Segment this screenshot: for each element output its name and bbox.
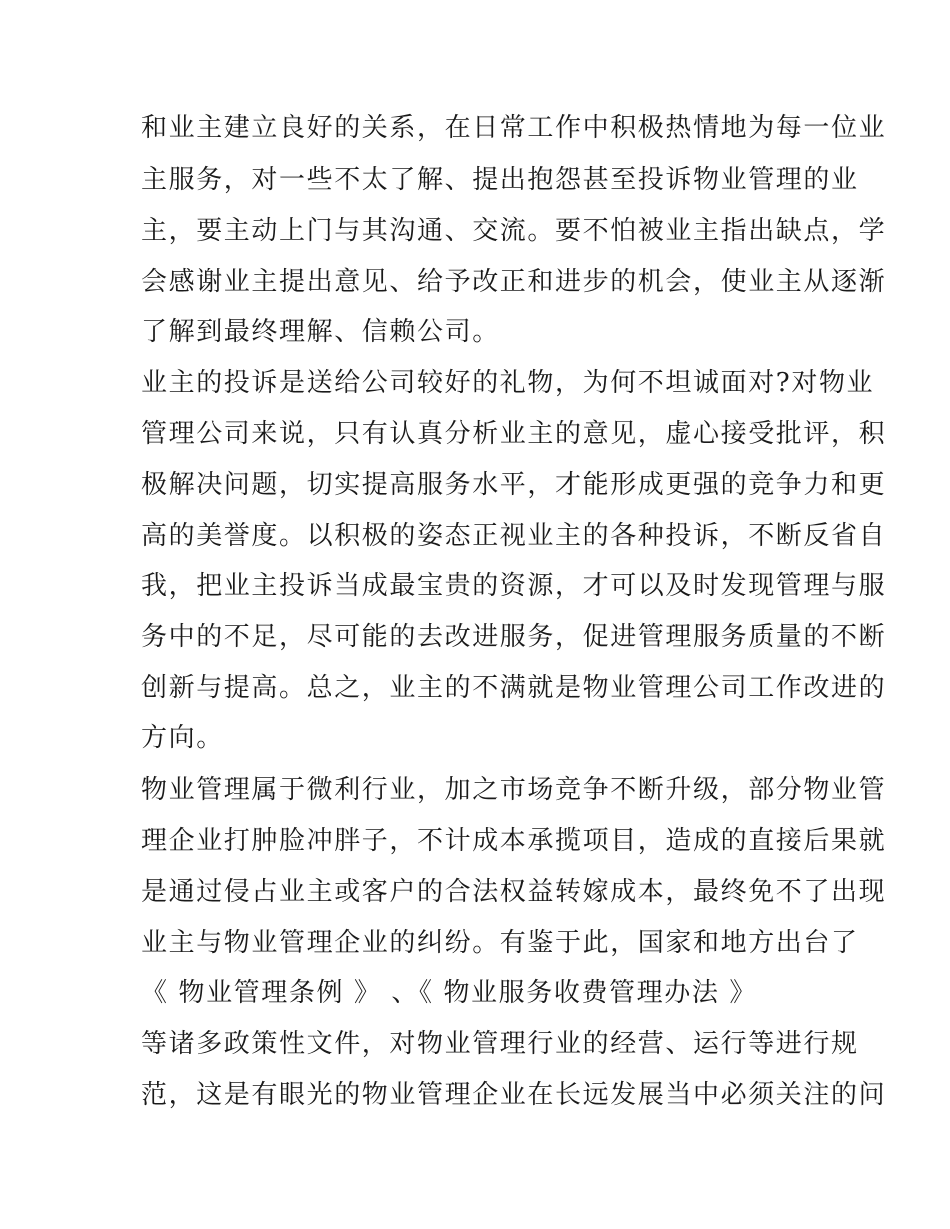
- text-line: 理企业打肿脸冲胖子，不计成本承揽项目，造成的直接后果就: [141, 826, 887, 856]
- text-line: 方向。: [141, 723, 224, 753]
- text-line: 业主与物业管理企业的纠纷。有鉴于此，国家和地方出台了: [141, 928, 859, 958]
- text-line: 创新与提高。总之，业主的不满就是物业管理公司工作改进的: [141, 673, 887, 703]
- text-line: 了解到最终理解、信赖公司。: [141, 317, 500, 347]
- text-line: 管理公司来说，只有认真分析业主的意见，虚心接受批评，积: [141, 419, 887, 449]
- text-line: 《 物业管理条例 》 、《 物业服务收费管理办法 》: [141, 978, 757, 1008]
- text-line: 物业管理属于微利行业，加之市场竞争不断升级，部分物业管: [141, 775, 887, 805]
- text-line: 范，这是有眼光的物业管理企业在长远发展当中必须关注的问: [141, 1080, 887, 1110]
- text-line: 主服务，对一些不太了解、提出抱怨甚至投诉物业管理的业: [141, 165, 859, 195]
- text-line: 主，要主动上门与其沟通、交流。要不怕被业主指出缺点，学: [141, 216, 887, 246]
- text-line: 务中的不足，尽可能的去改进服务，促进管理服务质量的不断: [141, 622, 887, 652]
- text-line: 我，把业主投诉当成最宝贵的资源，才可以及时发现管理与服: [141, 571, 887, 601]
- text-line: 极解决问题，切实提高服务水平，才能形成更强的竞争力和更: [141, 470, 887, 500]
- text-line: 是通过侵占业主或客户的合法权益转嫁成本，最终免不了出现: [141, 877, 887, 907]
- text-line: 会感谢业主提出意见、给予改正和进步的机会，使业主从逐渐: [141, 267, 887, 297]
- text-line: 高的美誉度。以积极的姿态正视业主的各种投诉，不断反省自: [141, 521, 887, 551]
- text-line: 等诸多政策性文件，对物业管理行业的经营、运行等进行规: [141, 1029, 859, 1059]
- text-line: 业主的投诉是送给公司较好的礼物，为何不坦诚面对?对物业: [141, 368, 875, 398]
- text-line: 和业主建立良好的关系，在日常工作中积极热情地为每一位业: [141, 113, 887, 143]
